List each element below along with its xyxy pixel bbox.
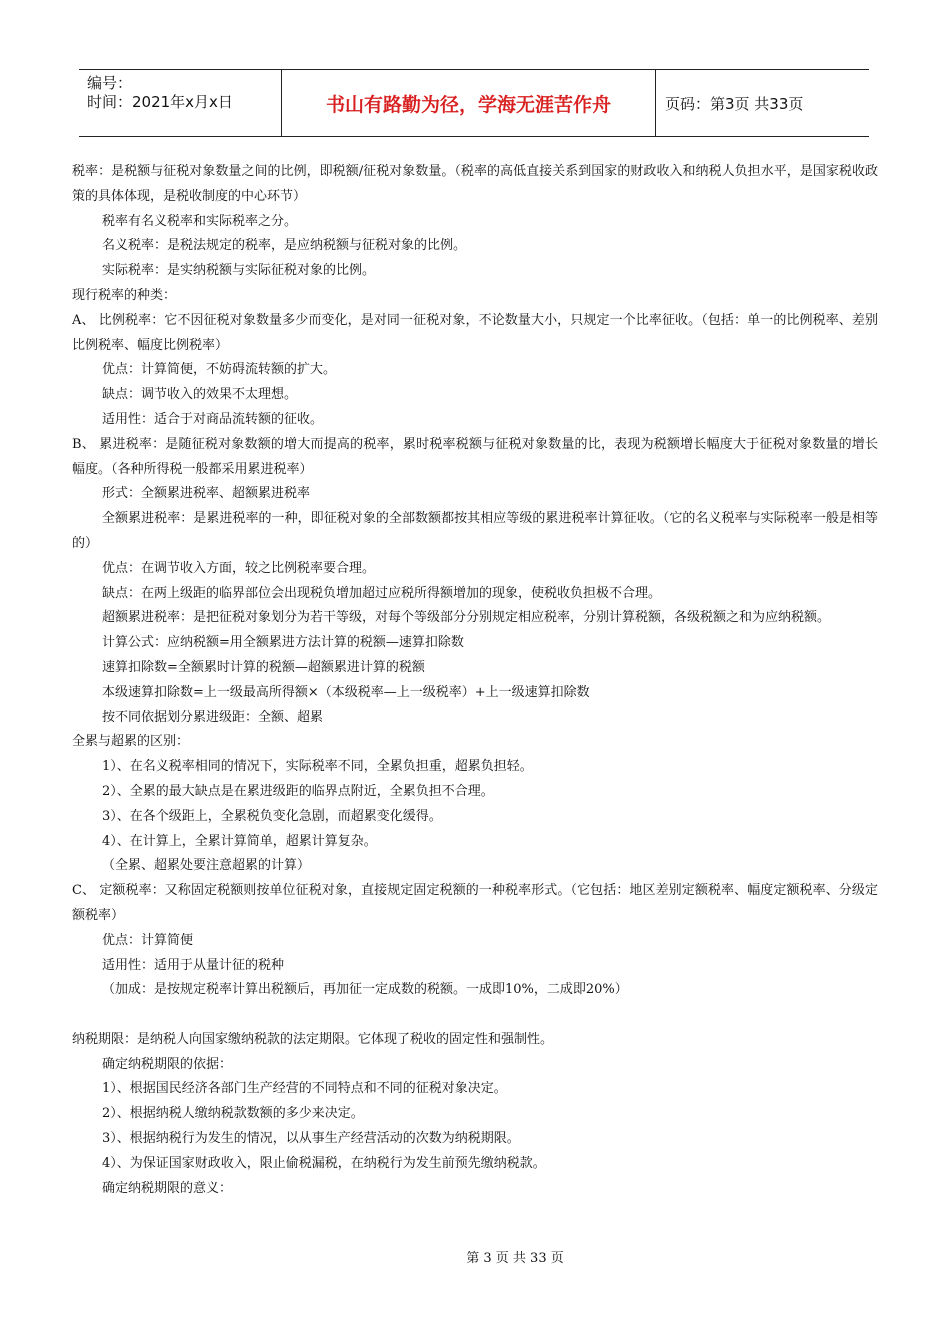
header-page-label: 页码：第3页 共33页 bbox=[665, 94, 804, 113]
paragraph: 现行税率的种类： bbox=[72, 287, 177, 303]
paragraph: 税率：是税额与征税对象数量之间的比例，即税额/征税对象数量。（税率的高低直接关系到国家的财政收入和纳税人负担水平，是国家税收政策的具体体现，是税收制度的中心环节） bbox=[72, 164, 878, 204]
paragraph: 本级速算扣除数=上一级最高所得额×（本级税率—上一级税率）+上一级速算扣除数 bbox=[102, 684, 590, 700]
document-date-label: 时间：2021年x月x日 bbox=[87, 93, 233, 111]
paragraph: 税率有名义税率和实际税率之分。 bbox=[102, 213, 298, 229]
paragraph: 计算公式：应纳税额=用全额累进方法计算的税额—速算扣除数 bbox=[102, 635, 464, 651]
paragraph: 超额累进税率：是把征税对象划分为若干等级，对每个等级部分分别规定相应税率，分别计算税额，各级税额之和为应纳税额。 bbox=[102, 610, 831, 626]
paragraph: 1）、根据国民经济各部门生产经营的不同特点和不同的征税对象决定。 bbox=[102, 1081, 507, 1097]
paragraph: 2）、全累的最大缺点是在累进级距的临界点附近，全累负担不合理。 bbox=[102, 783, 494, 799]
paragraph: 缺点：调节收入的效果不太理想。 bbox=[102, 387, 298, 403]
header-motto bbox=[281, 70, 656, 136]
paragraph: A、 比例税率：它不因征税对象数量多少而变化，是对同一征税对象，不论数量大小，只规定一个比率征收。（包括：单一的比例税率、差别比例税率、幅度比例税率） bbox=[72, 312, 878, 353]
paragraph: 实际税率：是实纳税额与实际征税对象的比例。 bbox=[102, 263, 376, 279]
paragraph: 纳税期限：是纳税人向国家缴纳税款的法定期限。它体现了税收的固定性和强制性。 bbox=[72, 1031, 554, 1047]
paragraph: 适用性：适合于对商品流转额的征收。 bbox=[102, 411, 324, 427]
paragraph: C、 定额税率：又称固定税额则按单位征税对象，直接规定固定税额的一种税率形式。（它包括：地区差别定额税率、幅度定额税率、分级定额税率） bbox=[72, 883, 878, 923]
motto-text: 书山有路勤为径，学海无涯苦作舟 bbox=[325, 93, 611, 116]
header-left-cell bbox=[79, 70, 281, 136]
paragraph: 速算扣除数=全额累时计算的税额—超额累进计算的税额 bbox=[102, 659, 425, 675]
page-header bbox=[79, 69, 869, 137]
document-body bbox=[72, 160, 878, 1201]
paragraph: 优点：计算简便，不妨碍流转额的扩大。 bbox=[102, 362, 337, 378]
paragraph: 按不同依据划分累进级距：全额、超累 bbox=[102, 709, 324, 725]
paragraph: 3）、根据纳税行为发生的情况，以从事生产经营活动的次数为纳税期限。 bbox=[102, 1131, 520, 1147]
paragraph: 缺点：在两上级距的临界部位会出现税负增加超过应税所得额增加的现象，使税收负担极不合理。 bbox=[102, 585, 662, 601]
paragraph: （加成：是按规定税率计算出税额后，再加征一定成数的税额。一成即10%，二成即20%） bbox=[102, 982, 628, 998]
paragraph: 确定纳税期限的意义： bbox=[102, 1180, 233, 1196]
paragraph: 4）、在计算上，全累计算简单，超累计算复杂。 bbox=[102, 833, 377, 849]
paragraph: 全额累进税率：是累进税率的一种，即征税对象的全部数额都按其相应等级的累进税率计算征收。（它的名义税率与实际税率一般是相等的） bbox=[72, 511, 878, 551]
paragraph: 名义税率：是税法规定的税率，是应纳税额与征税对象的比例。 bbox=[102, 238, 467, 254]
paragraph: 全累与超累的区别： bbox=[72, 734, 190, 750]
paragraph: 4）、为保证国家财政收入，限止偷税漏税，在纳税行为发生前预先缴纳税款。 bbox=[102, 1155, 546, 1171]
paragraph: 3）、在各个级距上，全累税负变化急剧，而超累变化缓得。 bbox=[102, 808, 442, 824]
paragraph: 形式：全额累进税率、超额累进税率 bbox=[102, 486, 311, 502]
paragraph: 确定纳税期限的依据： bbox=[102, 1056, 233, 1072]
footer-page-number: 第 3 页 共 33 页 bbox=[466, 1251, 564, 1266]
paragraph: B、 累进税率：是随征税对象数额的增大而提高的税率，累时税率税额与征税对象数量的比，表现为税额增长幅度大于征税对象数量的增长幅度。（各种所得税一般都采用累进税率） bbox=[72, 436, 878, 477]
document-number-label: 编号： bbox=[87, 74, 133, 92]
paragraph: 适用性：适用于从量计征的税种 bbox=[102, 957, 285, 973]
paragraph: 优点：在调节收入方面，较之比例税率要合理。 bbox=[102, 560, 376, 576]
paragraph: 1）、在名义税率相同的情况下，实际税率不同，全累负担重，超累负担轻。 bbox=[102, 759, 533, 775]
paragraph: 优点：计算简便 bbox=[102, 932, 194, 948]
paragraph: （全累、超累处要注意超累的计算） bbox=[102, 858, 311, 874]
page-footer bbox=[0, 1247, 950, 1266]
header-right-cell bbox=[655, 70, 869, 136]
paragraph: 2）、根据纳税人缴纳税款数额的多少来决定。 bbox=[102, 1106, 364, 1122]
blank-line bbox=[72, 1003, 878, 1028]
